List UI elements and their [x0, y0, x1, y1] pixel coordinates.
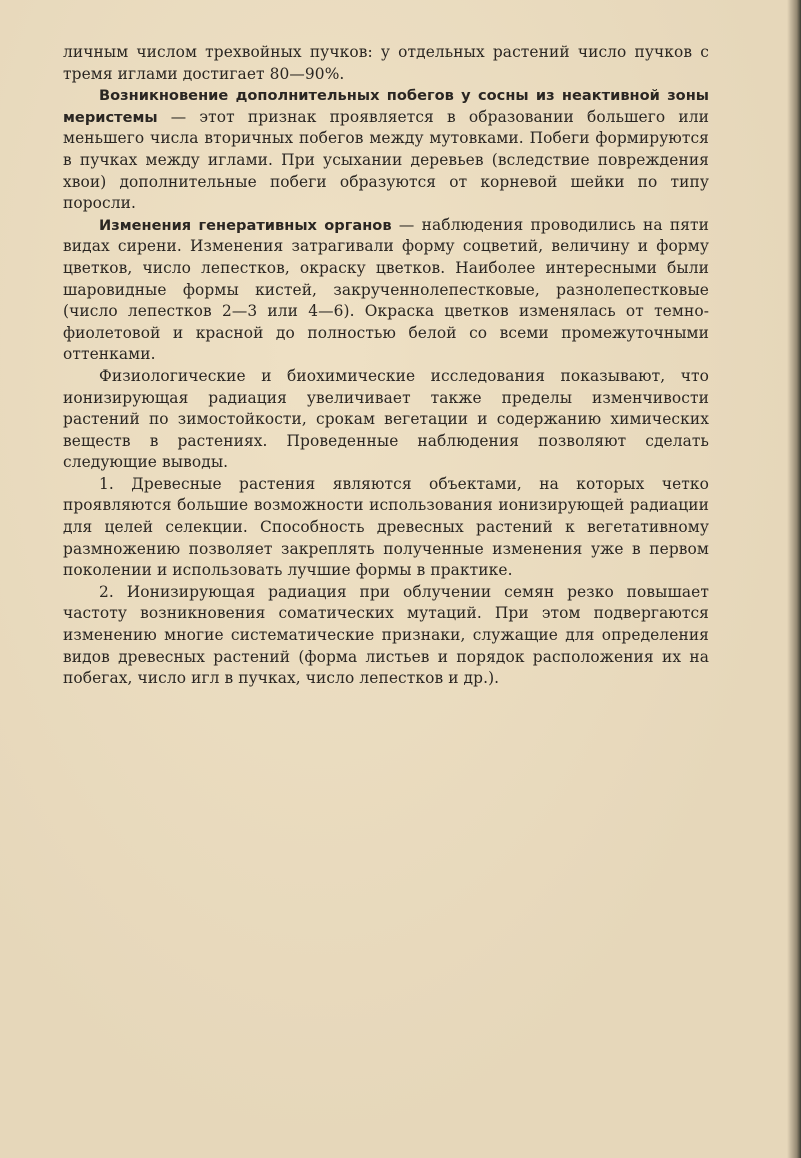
paragraph-heading: Изменения генеративных органов: [99, 216, 392, 234]
paragraph-text: 2. Ионизирующая радиация при облучении семян резко повышает частоту возникновения соматических мутаций. При этом подвергаются изменению многие систематические признаки, служащие для определения видов древесных растений (форма листьев и порядок расположения их на побегах, число игл в пучках, число лепестков и др.).: [63, 582, 709, 688]
paragraph-text: 1. Древесные растения являются объектами, на которых четко проявляются большие возможности использования ионизирующей радиации для целей селекции. Способность древесных растений к вегетативному размножению позволяет закреплять полученные изменения уже в первом поколении и использовать лучшие формы в практике.: [63, 474, 709, 580]
page-text-block: [63, 42, 709, 690]
paragraph-text: — наблюдения проводились на пяти видах сирени. Изменения затрагивали форму соцветий, величину и форму цветков, число лепестков, окраску цветков. Наиболее интересными были шаровидные формы кистей, закрученнолепестковые, разнолепестковые (число лепестков 2—3 или 4—6). Окраска цветков изменялась от темно-фиолетовой и красной до полностью белой со всеми промежуточными оттенками.: [63, 215, 709, 364]
paragraph-heading: Возникновение дополнительных побегов у сосны из неактивной зоны меристемы: [63, 87, 709, 126]
paragraph-physiological-research: [63, 366, 709, 474]
paragraph-conclusion-2: [63, 582, 709, 690]
paragraph-continuation: [63, 42, 709, 85]
paragraph-text: личным числом трехвойных пучков: у отдельных растений число пучков с тремя иглами достигает 80—90%.: [63, 43, 709, 83]
paragraph-text: — этот признак проявляется в образовании большего или меньшего числа вторичных побегов между мутовками. Побеги формируются в пучках между иглами. При усыхании деревьев (вследствие повреждения хвои) дополнительные побеги образуются от корневой шейки по типу поросли.: [63, 107, 709, 213]
paragraph-conclusion-1: [63, 474, 709, 582]
paragraph-additional-shoots: [63, 85, 709, 215]
book-spine-shadow: [787, 0, 801, 1158]
paragraph-text: Физиологические и биохимические исследования показывают, что ионизирующая радиация увеличивает также пределы изменчивости растений по зимостойкости, срокам вегетации и содержанию химических веществ в растениях. Проведенные наблюдения позволяют сделать следующие выводы.: [63, 366, 709, 472]
paragraph-generative-organs: [63, 215, 709, 366]
